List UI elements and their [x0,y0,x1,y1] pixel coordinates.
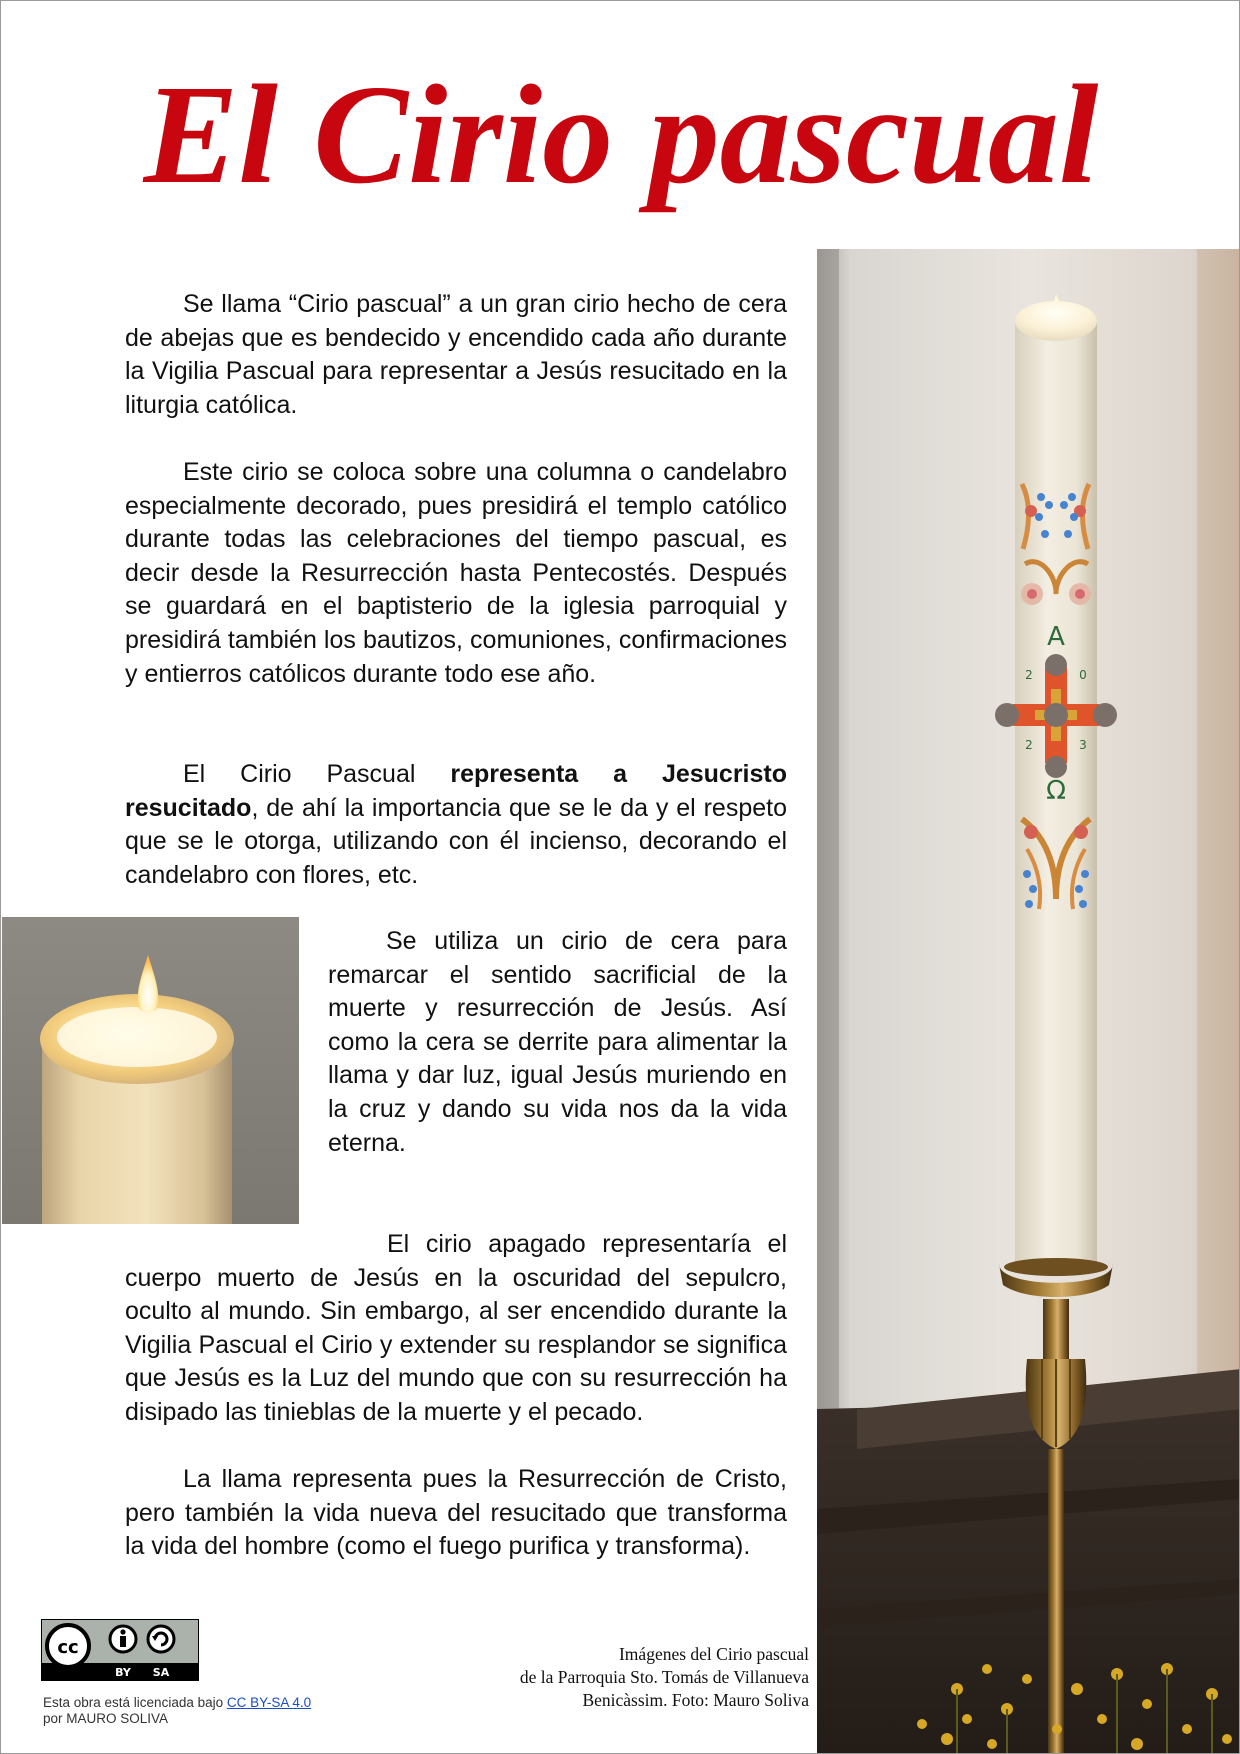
paragraph-definition: Se llama “Cirio pascual” a un gran cirio hecho de cera de abejas que es bendecido y encendido cada año durante la Vigilia Pascual para representar a Jesús resucitado en la liturgia católica. [125,290,787,419]
credits-line-1: Imágenes del Cirio pascual [618,1644,809,1664]
license-author: por MAURO SOLIVA [43,1711,169,1726]
paragraph-meaning [125,758,787,892]
sa-text: SA [152,1666,170,1679]
credits-line-3: Benicàssim. Foto: Mauro Soliva [582,1690,809,1710]
paschal-candle-photo [817,249,1240,1754]
paragraph-meaning-start: El Cirio Pascual [183,760,451,788]
photo-credits [520,1643,809,1712]
license-prefix: Esta obra está licenciada bajo [43,1695,227,1710]
paragraph-flame: La llama representa pues la Resurrección de Cristo, pero también la vida nueva del resucitado que transforma la vida del hombre (como el fuego purifica y transforma). [125,1465,787,1561]
candle-flame-photo [2,917,299,1224]
credits-line-2: de la Parroquia Sto. Tomás de Villanueva [519,1667,809,1687]
cc-text: cc [57,1637,79,1658]
omega-symbol: Ω [1046,776,1066,806]
license-note [43,1695,311,1727]
year-digit-1: 2 [1025,668,1033,682]
candle-flame-illustration [2,917,299,1224]
year-digit-2: 0 [1079,668,1087,682]
paragraph-meaning-end: , de ahí la importancia que se le da y el respeto que se le otorga, utilizando con él incienso, decorando el candelabro con flores, etc. [125,793,787,889]
license-link[interactable]: CC BY-SA 4.0 [226,1695,312,1710]
year-digit-3: 2 [1025,738,1033,752]
alpha-symbol: A [1047,622,1065,652]
year-digit-4: 3 [1079,738,1087,752]
paragraph-meaning-bold: representa a Jesucristo resucitado [125,760,788,822]
cc-license-badge[interactable] [41,1619,199,1681]
cc-by-sa-icon [41,1619,199,1681]
page-title: El Cirio pascual [143,55,1099,213]
paschal-candle-illustration [817,249,1240,1754]
license-line-1 [43,1695,311,1711]
paragraph-extinguished [125,1228,787,1430]
paragraph-extinguished-text: El cirio apagado representaría el cuerpo muerto de Jesús en la oscuridad del sepulcro, oculto al mundo. Sin embargo, al ser encendido durante la Vigilia Pascual el Cirio y extender su resplandor se significa que Jesús es la Luz del mundo que con su resurrección ha disipado las tinieblas de la muerte y el pecado. [125,1230,787,1426]
paragraph-placement: Este cirio se coloca sobre una columna o candelabro especialmente decorado, pues presidirá el templo católico durante todas las celebraciones del tiempo pascual, es decir desde la Resurrección hasta Pentecostés. Después se guardará en el baptisterio de la iglesia parroquial y presidirá también los bautizos, comuniones, confirmaciones y entierros católicos durante todo ese año. [125,458,787,688]
by-text: BY [115,1666,131,1679]
paragraph-wax: Se utiliza un cirio de cera para remarcar el sentido sacrificial de la muerte y resurrección de Jesús. Así como la cera se derrite para alimentar la llama y dar luz, igual Jesús muriendo en la cruz y dando su vida nos da la vida eterna. [328,927,787,1157]
